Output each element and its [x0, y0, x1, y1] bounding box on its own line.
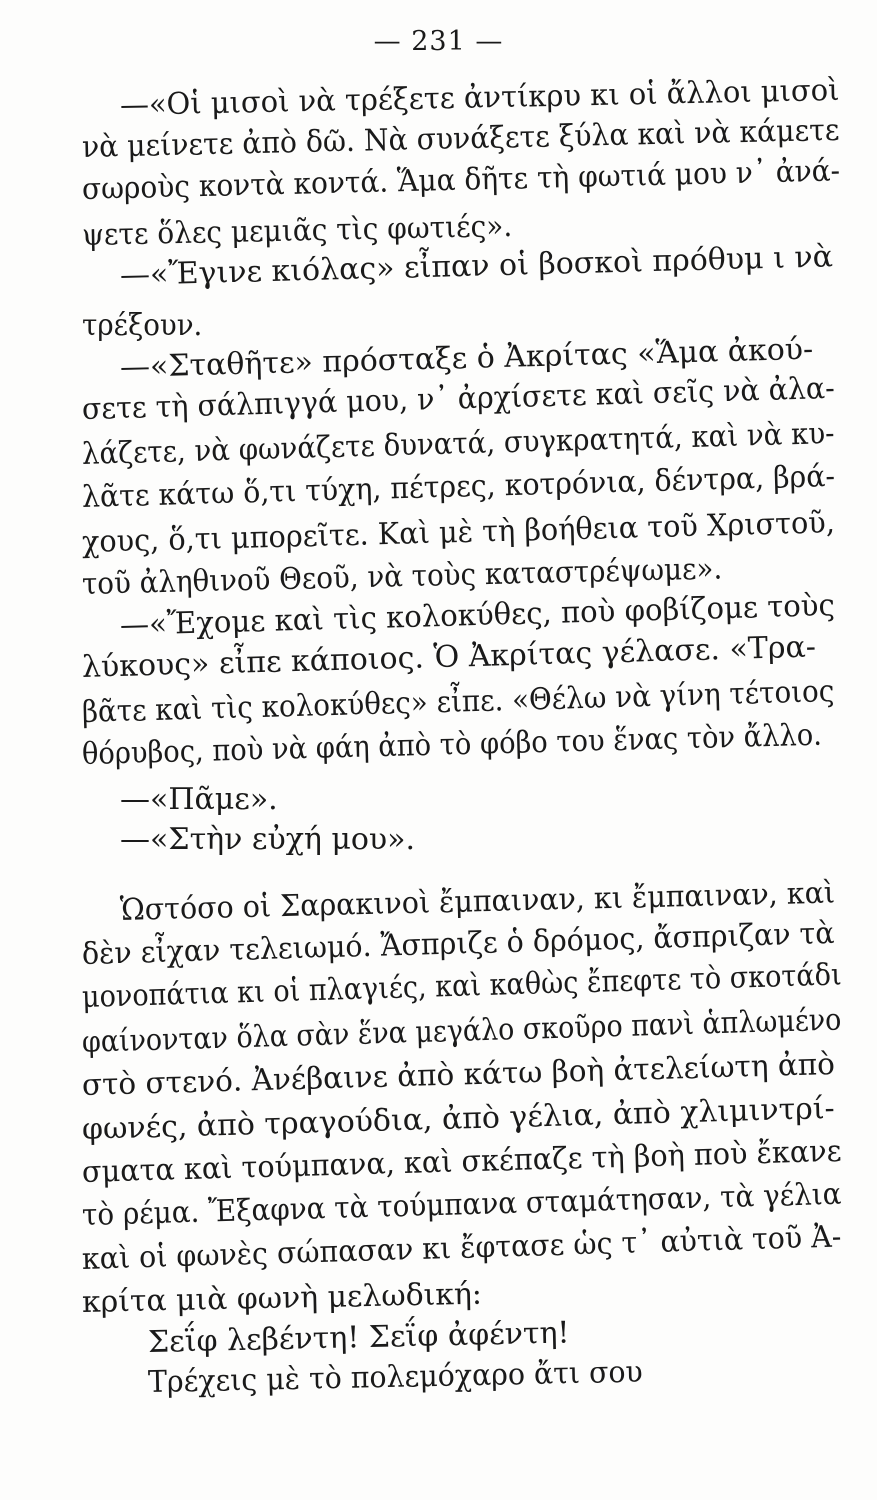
text-line: τρέξουν. [82, 308, 203, 343]
text-line: Ὡστόσο οἱ Σαρακινοὶ ἔμπαιναν, κι ἔμπαιναν, καὶ [119, 875, 836, 928]
text-line: μονοπάτια κι οἱ πλαγιές, καὶ καθὼς ἔπεφτε τὸ σκοτάδι [81, 957, 843, 1015]
text-line: χους, ὅ,τι μπορεῖτε. Καὶ μὲ τὴ βοήθεια τοῦ Χριστοῦ, [81, 505, 836, 560]
text-line: ψετε ὅλες μεμιᾶς τὶς φωτιές». [81, 208, 513, 253]
text-line: —«Πᾶμε». [120, 782, 278, 817]
text-line: —«Σταθῆτε» πρόσταξε ὁ Ἀκρίτας «Ἅμα ἀκού- [119, 331, 814, 385]
text-line: —«Οἱ μισοὶ νὰ τρέξετε ἀντίκρυ κι οἱ ἄλλοι μισοὶ [119, 72, 840, 123]
text-line: σετε τὴ σάλπιγγά μου, ν᾿ ἀρχίσετε καὶ σεῖς νὰ ἀλα- [81, 370, 836, 427]
text-line: λᾶτε κάτω ὅ,τι τύχη, πέτρες, κοτρόνια, δέντρα, βρά- [81, 458, 836, 515]
page-number: — 231 — [373, 26, 504, 57]
text-line: βᾶτε καὶ τὶς κολοκύθες» εἶπε. «Θέλω νὰ γίνη τέτοιος [81, 673, 835, 730]
text-line: —«Ἔγινε κιόλας» εἶπαν οἱ βοσκοὶ πρόθυμ ι νὰ [119, 239, 834, 293]
text-line: σματα καὶ τούμπανα, καὶ σκέπαζε τὴ βοὴ ποὺ ἔκανε [81, 1133, 842, 1190]
text-line: λύκους» εἶπε κάποιος. Ὁ Ἀκρίτας γέλασε. «Τρα- [81, 629, 817, 685]
text-line: —«Ἔχομε καὶ τὶς κολοκύθες, ποὺ φοβίζομε τοὺς [119, 588, 836, 643]
text-line: κρίτα μιὰ φωνὴ μελωδική: [81, 1276, 483, 1320]
text-line: δὲν εἶχαν τελειωμό. Ἄσπριζε ὁ δρόμος, ἄσπριζαν τὰ [81, 915, 835, 972]
text-line: φωνές, ἀπὸ τραγούδια, ἀπὸ γέλια, ἀπὸ χλιμιντρί- [81, 1090, 836, 1147]
text-line: τὸ ρέμα. Ἔξαφνα τὰ τούμπανα σταμάτησαν, τὰ γέλια [81, 1176, 842, 1233]
text-line: σωροὺς κοντὰ κοντά. Ἅμα δῆτε τὴ φωτιά μου ν᾿ ἀνά- [81, 153, 841, 207]
text-line: θόρυβος, ποὺ νὰ φάη ἀπὸ τὸ φόβο του ἕνας τὸν ἄλλο. [81, 717, 823, 772]
text-line: νὰ μείνετε ἀπὸ δῶ. Νὰ συνάξετε ξύλα καὶ νὰ κάμετε [81, 112, 840, 165]
text-line: τοῦ ἀληθινοῦ Θεοῦ, νὰ τοὺς καταστρέψωμε». [81, 551, 723, 602]
text-line: λάζετε, νὰ φωνάζετε δυνατά, συγκρατητά, καὶ νὰ κυ- [81, 415, 835, 472]
text-line: φαίνονταν ὅλα σὰν ἕνα μεγάλο σκοῦρο πανὶ ἁπλωμένο [81, 1002, 842, 1060]
text-line: Σεΐφ λεβέντη! Σεΐφ ἀφέντη! [147, 1315, 570, 1360]
text-line: καὶ οἱ φωνὲς σώπασαν κι ἔφτασε ὡς τ᾿ αὐτιὰ τοῦ Ἀ- [81, 1219, 842, 1277]
text-line: στὸ στενό. Ἀνέβαινε ἀπὸ κάτω βοὴ ἀτελείωτη ἀπὸ [81, 1046, 836, 1103]
text-line: —«Στὴν εὐχή μου». [120, 822, 416, 857]
text-line: Τρέχεις μὲ τὸ πολεμόχαρο ἄτι σου [147, 1354, 644, 1400]
